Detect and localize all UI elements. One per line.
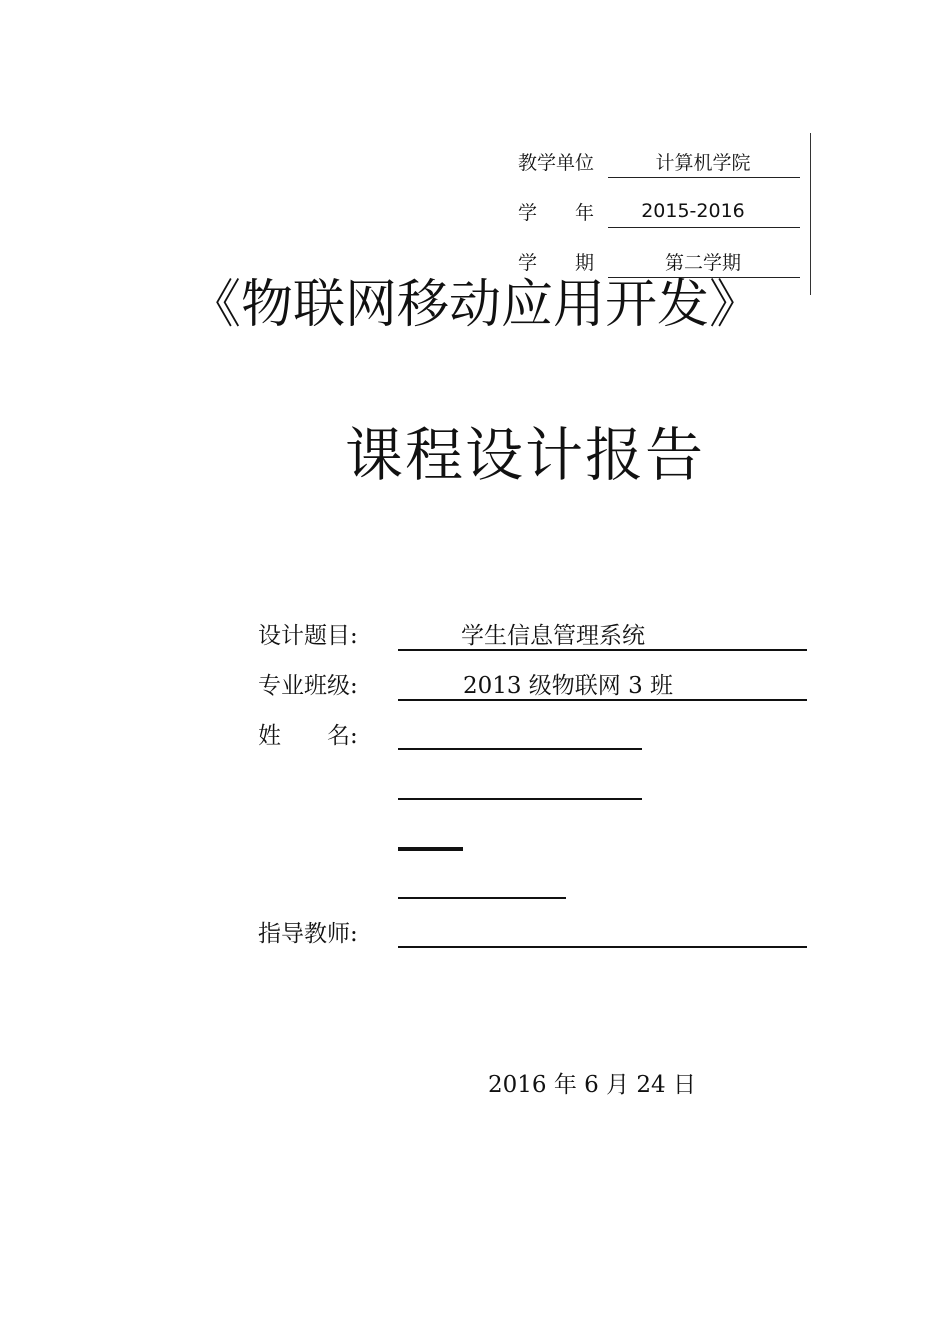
name-underline-2: [398, 798, 642, 800]
document-title: 《物联网移动应用开发》: [188, 275, 761, 335]
year-value: 2015-2016: [641, 200, 745, 222]
topic-value: 学生信息管理系统: [461, 623, 645, 649]
topic-label: 设计题目:: [258, 623, 358, 649]
class-value: 2013 级物联网 3 班: [462, 673, 674, 699]
name-underline-4: [398, 897, 566, 899]
unit-label: 教学单位: [518, 152, 595, 174]
term-value: 第二学期: [664, 252, 741, 274]
topic-underline: [398, 649, 807, 651]
report-date: 2016 年 6 月 24 日: [488, 1072, 696, 1098]
term-label: 学 期: [518, 252, 595, 274]
advisor-label: 指导教师:: [258, 921, 358, 947]
year-label: 学 年: [518, 202, 595, 224]
year-underline: [608, 227, 800, 228]
advisor-underline: [398, 946, 807, 948]
unit-value: 计算机学院: [655, 152, 751, 174]
class-underline: [398, 699, 807, 701]
document-subtitle: 课程设计报告: [345, 421, 706, 489]
name-label: 姓 名:: [258, 723, 358, 749]
header-vertical-rule: [810, 133, 811, 295]
class-label: 专业班级:: [258, 673, 358, 699]
unit-underline: [608, 177, 800, 178]
name-underline-1: [398, 748, 642, 750]
name-underline-3: [398, 847, 463, 851]
